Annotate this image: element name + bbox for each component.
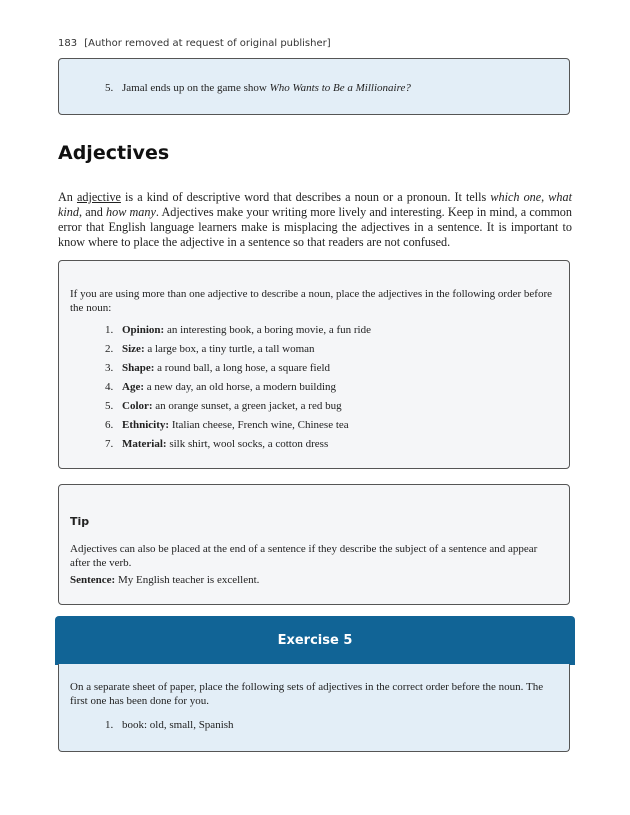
list-item-text: a new day, an old horse, a modern building [144,381,337,393]
list-item-label: Opinion: [122,324,165,336]
list-item-number: 3. [105,362,114,374]
order-intro: If you are using more than one adjective to describe a noun, place the adjectives in the following order before the noun: [70,288,552,314]
list-item [105,380,371,399]
tip-heading: Tip [70,515,90,528]
tip-example-sentence [70,573,560,587]
list-item-text: Italian cheese, French wine, Chinese tea [169,419,349,431]
list-item-number: 5. [105,400,114,412]
tip-box [58,484,570,605]
list-item [105,437,371,456]
section-title: Adjectives [58,142,170,164]
list-item-text: silk shirt, wool socks, a cotton dress [166,438,329,450]
intro-italic: what kind [58,190,572,219]
tip-sentence-text: My English teacher is excellent. [115,574,260,586]
intro-text: , [541,190,549,204]
intro-text: An [58,190,77,204]
list-item-number: 7. [105,438,114,450]
intro-italic: how many [106,205,156,219]
list-item [105,82,411,94]
list-item-text: an orange sunset, a green jacket, a red bug [152,400,342,412]
list-item-number: 6. [105,419,114,431]
list-item-number: 1. [105,324,114,336]
list-item-number: 4. [105,381,114,393]
list-item [105,399,371,418]
tip-sentence-label: Sentence: [70,574,116,586]
list-item-label: Color: [122,400,153,412]
running-head-text: [Author removed at request of original publisher] [84,38,331,49]
intro-text: is a kind of descriptive word that describes a noun or a pronoun. It tells [120,190,491,204]
exercise-header [55,616,575,665]
list-item-number: 5. [105,82,114,94]
list-item [105,719,234,731]
running-head [58,38,331,49]
intro-paragraph [58,190,572,250]
exercise-box [58,664,570,752]
term-link[interactable]: adjective [76,190,121,204]
exercise-instructions: On a separate sheet of paper, place the following sets of adjectives in the correct order before the noun. The first one has been done for you. [70,681,544,707]
intro-text: , and [78,205,106,219]
show-title: Who Wants to Be a Millionaire? [269,82,411,94]
list-item-text: Jamal ends up on the game show [122,82,270,94]
list-item-text: an interesting book, a boring movie, a fun ride [164,324,371,336]
list-item-number: 1. [105,719,114,731]
previous-exercise-box [58,58,570,115]
adjective-order-list [105,323,371,456]
list-item-text: a large box, a tiny turtle, a tall woman [144,343,315,355]
list-item-number: 2. [105,343,114,355]
list-item-label: Material: [122,438,167,450]
list-item-label: Age: [122,381,144,393]
list-item-text: a round ball, a long hose, a square field [154,362,331,374]
list-item [105,418,371,437]
list-item [105,361,371,380]
list-item-text: book: old, small, Spanish [122,719,234,731]
tip-text: Adjectives can also be placed at the end of a sentence if they describe the subject of a sentence and appear after the verb. [70,543,538,569]
intro-text: . Adjectives make your writing more lively and interesting. Keep in mind, a common error that English language learners make is misplacing the adjectives in a sentence. It is important to know where to place the adjective in a sentence so that readers are not confused. [58,205,572,249]
page-number: 183 [58,38,78,49]
list-item [105,323,371,342]
list-item-label: Ethnicity: [122,419,170,431]
list-item-label: Size: [122,343,145,355]
intro-italic: which one [490,190,542,204]
exercise-title: Exercise 5 [277,633,353,648]
list-item [105,342,371,361]
adjective-order-box [58,260,570,469]
list-item-label: Shape: [122,362,155,374]
